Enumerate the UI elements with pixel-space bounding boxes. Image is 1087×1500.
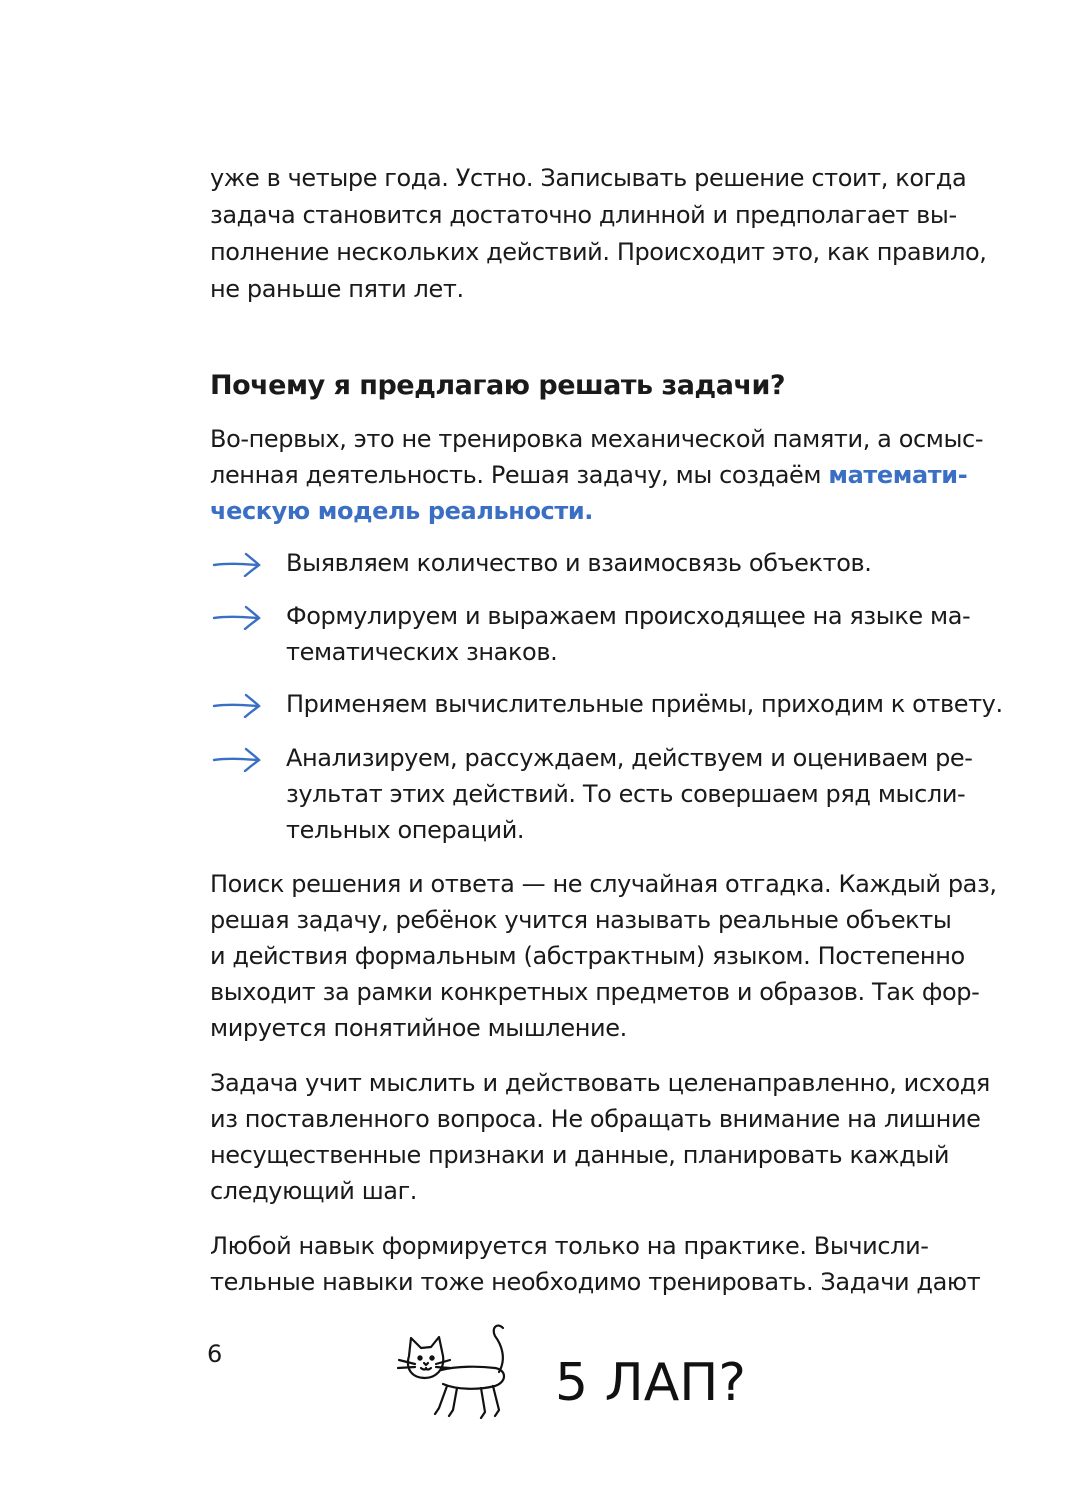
list-item: Формулируем и выражаем происходящее на языке ма- xyxy=(286,602,971,630)
p2-line: и действия формальным (абстрактным) языком. Постепенно xyxy=(210,942,965,970)
p2-line: мируется понятийное мышление. xyxy=(210,1014,627,1042)
list-item: тельных операций. xyxy=(286,816,525,844)
list-item: Применяем вычислительные приёмы, приходим к ответу. xyxy=(286,690,1003,718)
page-number: 6 xyxy=(207,1340,223,1368)
p1-line xyxy=(210,457,968,493)
intro-line: не раньше пяти лет. xyxy=(210,275,464,303)
section-heading: Почему я предлагаю решать задачи? xyxy=(210,370,786,401)
p1-line: Во-первых, это не тренировка механической памяти, а осмыс- xyxy=(210,425,984,453)
p3-line: из поставленного вопроса. Не обращать внимание на лишние xyxy=(210,1105,981,1133)
cat-doodle-illustration xyxy=(395,1318,815,1478)
p2-line: решая задачу, ребёнок учится называть реальные объекты xyxy=(210,906,952,934)
math-model-link: ческую модель реальности. xyxy=(210,497,594,525)
p3-line: следующий шаг. xyxy=(210,1177,418,1205)
list-item: Выявляем количество и взаимосвязь объектов. xyxy=(286,549,872,577)
p2-line: выходит за рамки конкретных предметов и образов. Так фор- xyxy=(210,978,980,1006)
list-item: тематических знаков. xyxy=(286,638,558,666)
p1-line2-text: ленная деятельность. Решая задачу, мы создаём xyxy=(210,461,829,489)
p2-line: Поиск решения и ответа — не случайная отгадка. Каждый раз, xyxy=(210,870,997,898)
math-model-link: математи- xyxy=(828,461,968,489)
list-item: зультат этих действий. То есть совершаем ряд мысли- xyxy=(286,780,966,808)
p4-line: тельные навыки тоже необходимо тренировать. Задачи дают xyxy=(210,1268,981,1296)
arrow-right-icon xyxy=(212,746,262,772)
p1-line xyxy=(210,493,908,529)
p3-line: несущественные признаки и данные, планировать каждый xyxy=(210,1141,950,1169)
p3-line: Задача учит мыслить и действовать целенаправленно, исходя xyxy=(210,1069,990,1097)
intro-line: задача становится достаточно длинной и предполагает вы- xyxy=(210,201,957,229)
arrow-right-icon xyxy=(212,692,262,718)
arrow-right-icon xyxy=(212,604,262,630)
list-item: Анализируем, рассуждаем, действуем и оцениваем ре- xyxy=(286,744,973,772)
intro-line: уже в четыре года. Устно. Записывать решение стоит, когда xyxy=(210,164,967,192)
arrow-right-icon xyxy=(212,551,262,577)
intro-line: полнение нескольких действий. Происходит это, как правило, xyxy=(210,238,987,266)
p4-line: Любой навык формируется только на практике. Вычисли- xyxy=(210,1232,929,1260)
doodle-caption: 5 ЛАП? xyxy=(555,1353,746,1413)
